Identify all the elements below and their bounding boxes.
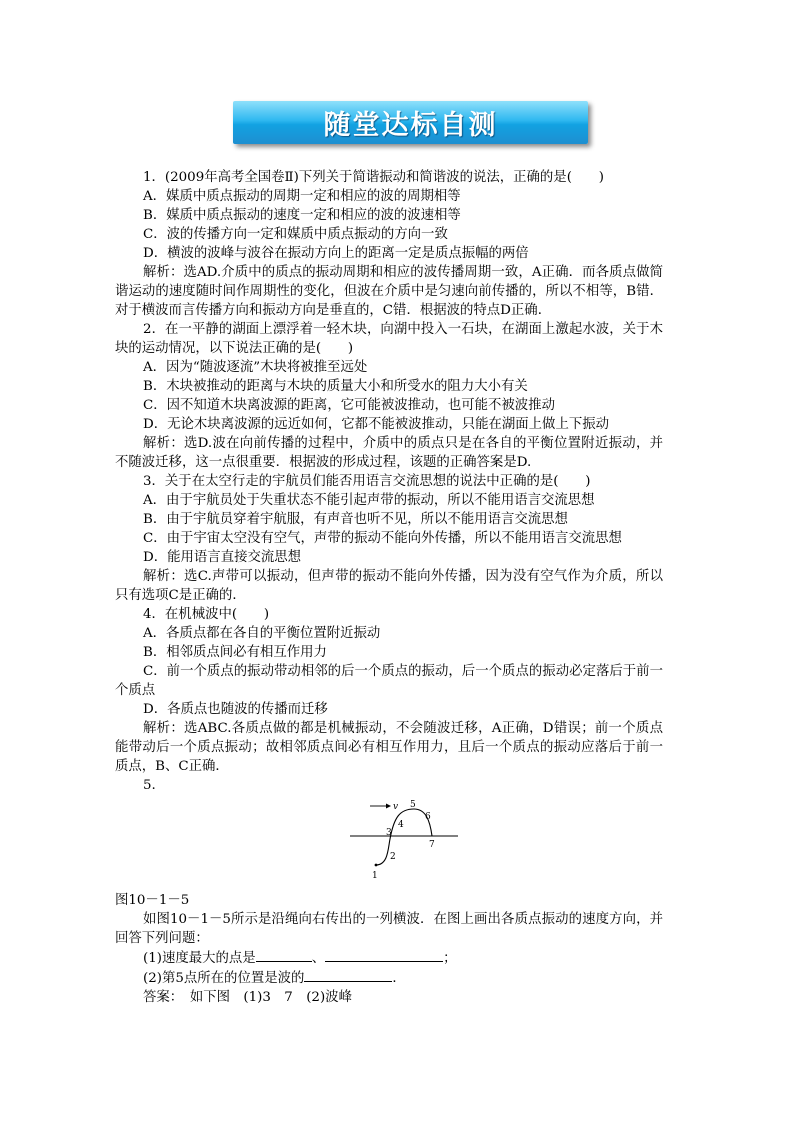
wave-figure — [115, 799, 663, 891]
q1-option-b: B．媒质中质点振动的速度一定和相应的波的波速相等 — [143, 208, 461, 223]
point-label-1: 1 — [372, 871, 378, 881]
document-body — [115, 168, 663, 1007]
q2-analysis: 解析：选D.波在向前传播的过程中，介质中的质点只是在各自的平衡位置附近振动，并不随波迁移，这一点很重要．根据波的形成过程，该题的正确答案是D. — [115, 436, 663, 470]
point-label-3: 3 — [386, 828, 392, 838]
q5-number: 5. — [143, 778, 156, 793]
point-label-6: 6 — [425, 812, 431, 822]
point-label-5: 5 — [410, 800, 416, 810]
q1-option-d: D．横波的波峰与波谷在振动方向上的距离一定是质点振幅的两倍 — [143, 246, 529, 261]
q5-part2-text: (2)第5点所在的位置是波的 — [143, 971, 305, 986]
q5-part1-text: (1)速度最大的点是 — [143, 951, 256, 966]
q4-option-b: B．相邻质点间必有相互作用力 — [143, 645, 327, 660]
answer-blank-3 — [304, 968, 392, 982]
q3-option-c: C．由于宇宙太空没有空气，声带的振动不能向外传播，所以不能用语言交流思想 — [143, 531, 622, 546]
q5-part1-end: ； — [443, 951, 457, 966]
q5-part1-separator: 、 — [311, 951, 326, 966]
q5-part2 — [115, 968, 663, 988]
wave-curve — [376, 809, 432, 865]
velocity-arrow-head — [386, 804, 391, 809]
q3-option-d: D．能用语言直接交流思想 — [143, 550, 302, 565]
q1-option-c: C．波的传播方向一定和媒质中质点振动的方向一致 — [143, 227, 448, 242]
q4-option-a: A．各质点都在各自的平衡位置附近振动 — [143, 626, 381, 641]
velocity-label: v — [393, 802, 399, 812]
point-label-2: 2 — [390, 852, 396, 862]
figure-caption: 图10－1－5 — [115, 893, 190, 908]
q4-option-d: D．各质点也随波的传播而迁移 — [143, 702, 328, 717]
banner-title: 随堂达标自测 — [323, 110, 498, 141]
answer-blank-2 — [325, 948, 443, 962]
section-banner — [233, 101, 588, 144]
q2-option-d: D．无论木块离波源的远近如何，它都不能被波推动，只能在湖面上做上下振动 — [143, 417, 610, 432]
point-label-4: 4 — [398, 820, 404, 830]
q3-stem: 3．关于在太空行走的宇航员们能否用语言交流思想的说法中正确的是( ) — [143, 474, 591, 489]
q1-option-a: A．媒质中质点振动的周期一定和相应的波的周期相等 — [143, 189, 461, 204]
q1-stem: 1．(2009年高考全国卷Ⅱ)下列关于简谐振动和简谐波的说法，正确的是( ) — [143, 170, 604, 185]
q1-analysis: 解析：选AD.介质中的质点的振动周期和相应的波传播周期一致，A正确．而各质点做简谐运动的速度随时间作周期性的变化，但波在介质中是匀速向前传播的，所以不相等，B错．对于横波而言传播方向和振动方向是垂直的，C错．根据波的特点D正确． — [115, 265, 663, 318]
answer-blank-1 — [256, 948, 312, 962]
q5-stem: 如图10－1－5所示是沿绳向右传出的一列横波．在图上画出各质点振动的速度方向，并回答下列问题： — [115, 912, 663, 946]
q5-part1 — [115, 948, 663, 968]
q3-analysis: 解析：选C.声带可以振动，但声带的振动不能向外传播，因为没有空气作为介质，所以只有选项C是正确的． — [115, 569, 663, 603]
q4-stem: 4．在机械波中( ) — [143, 607, 270, 622]
wave-diagram — [350, 799, 460, 887]
q3-option-a: A．由于宇航员处于失重状态不能引起声带的振动，所以不能用语言交流思想 — [143, 493, 595, 508]
point-label-7: 7 — [429, 840, 435, 850]
q2-stem: 2．在一平静的湖面上漂浮着一轻木块，向湖中投入一石块，在湖面上激起水波，关于木块的运动情况，以下说法正确的是( ) — [115, 322, 663, 356]
q4-analysis: 解析：选ABC.各质点做的都是机械振动，不会随波迁移，A正确，D错误；前一个质点能带动后一个质点振动；故相邻质点间必有相互作用力，且后一个质点的振动应落后于前一质点，B、C正确． — [115, 721, 663, 774]
q2-option-c: C．因不知道木块离波源的距离，它可能被波推动，也可能不被波推动 — [143, 398, 555, 413]
q2-option-b: B．木块被推动的距离与木块的质量大小和所受水的阻力大小有关 — [143, 379, 528, 394]
q4-option-c: C．前一个质点的振动带动相邻的后一个质点的振动，后一个质点的振动必定落后于前一个质点 — [115, 664, 663, 698]
q5-answer: 答案： 如下图 (1)3 7 (2)波峰 — [143, 990, 352, 1005]
wave-point-1 — [375, 864, 378, 867]
q5-part2-end: ． — [392, 971, 406, 986]
q2-option-a: A．因为“随波逐流”木块将被推至远处 — [143, 360, 368, 375]
q3-option-b: B．由于宇航员穿着宇航服，有声音也听不见，所以不能用语言交流思想 — [143, 512, 568, 527]
